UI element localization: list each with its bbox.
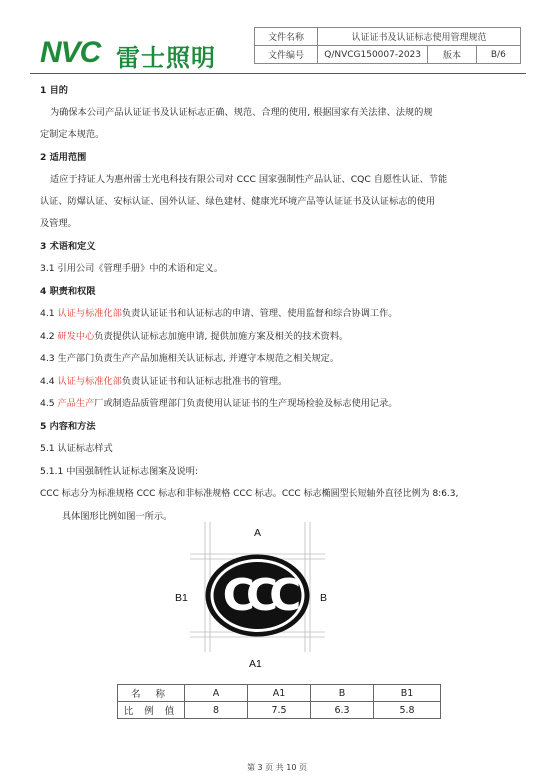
item-text: 负责认证证书和认证标志批准书的管理。 [121, 376, 288, 387]
section-3-title: 3 术语和定义 [40, 241, 96, 252]
table-header-cell: B1 [374, 685, 441, 702]
section-1-paragraph-line2: 定制定本规范。 [40, 129, 105, 140]
department-name: 认证与标准化部 [57, 308, 122, 319]
ccc-description-line2: 具体图形比例如图一所示。 [62, 511, 173, 522]
item-number: 4.1 [40, 308, 55, 319]
doc-name-label: 文件名称 [255, 28, 318, 46]
section-3-item: 3.1 引用公司《管理手册》中的术语和定义。 [40, 263, 223, 274]
figure-label-a1: A1 [249, 658, 262, 670]
item-text: 负责提供认证标志加施申请, 提供加施方案及相关的技术资料。 [94, 331, 349, 342]
responsibility-item [40, 307, 397, 320]
table-cell: 8 [185, 702, 248, 719]
version-value: B/6 [476, 46, 520, 64]
section-5-1-1-title: 5.1.1 中国强制性认证标志图案及说明: [40, 466, 199, 477]
section-2-line2: 认证、防爆认证、安标认证、国外认证、绿色建材、健康光环境产品等认证证书及认证标志的使用 [40, 196, 436, 207]
ccc-ratio-table [117, 684, 441, 719]
section-2-title: 2 适用范围 [40, 152, 87, 163]
company-logo [40, 30, 240, 70]
section-1-title: 1 目的 [40, 85, 68, 96]
ccc-description-line1: CCC 标志分为标准规格 CCC 标志和非标准规格 CCC 标志。CCC 标志椭圆型长短轴外直径比例为 8:6.3, [40, 489, 459, 499]
responsibility-item [40, 352, 339, 365]
ccc-logo-mark [206, 555, 310, 637]
section-1-paragraph-line1: 为确保本公司产品认证证书及认证标志正确、规范、合理的使用, 根据国家有关法律、法规的规 [50, 107, 433, 118]
ccc-mark-letters: CCC [222, 570, 293, 621]
ccc-mark-figure [160, 522, 360, 672]
section-5-1-title: 5.1 认证标志样式 [40, 443, 113, 454]
figure-label-b1: B1 [175, 592, 188, 604]
table-cell: 比 例 值 [118, 702, 185, 719]
section-4-title: 4 职责和权限 [40, 286, 96, 297]
figure-label-a: A [254, 527, 262, 539]
logo-text: 雷士照明 [116, 44, 216, 72]
section-2-line3: 及管理。 [40, 218, 77, 229]
table-cell: 7.5 [248, 702, 311, 719]
department-name: 认证与标准化部 [57, 376, 122, 387]
item-number: 4.3 [40, 353, 55, 364]
figure-label-b: B [320, 592, 328, 604]
responsibility-item [40, 397, 397, 410]
item-number: 4.4 [40, 376, 55, 387]
table-header-cell: B [311, 685, 374, 702]
item-number: 4.5 [40, 398, 55, 409]
responsibility-item [40, 330, 348, 343]
logo-mark: NVC [40, 36, 101, 69]
doc-no-label: 文件编号 [255, 46, 318, 64]
page-number-footer: 第 3 页 共 10 页 [247, 763, 307, 772]
department-name: 产品生产 [57, 398, 95, 409]
item-text: 生产部门负责生产产品加施相关认证标志, 并遵守本规范之相关规定。 [57, 353, 340, 364]
department-name: 研发中心 [57, 331, 95, 342]
doc-no-value: Q/NVCG150007-2023 [318, 46, 428, 64]
table-cell: 6.3 [311, 702, 374, 719]
table-header-row [118, 685, 441, 702]
table-header-cell: A1 [248, 685, 311, 702]
doc-name-value: 认证证书及认证标志使用管理规范 [318, 28, 521, 46]
responsibility-item [40, 375, 287, 388]
version-label: 版本 [428, 46, 476, 64]
header-info-table [254, 27, 521, 64]
section-5-title: 5 内容和方法 [40, 421, 96, 432]
item-number: 4.2 [40, 331, 55, 342]
section-2-line1: 适应于持证人为惠州雷士光电科技有限公司对 CCC 国家强制性产品认证、CQC 自愿性认证、节能 [50, 174, 448, 185]
item-text: 厂或制造品质管理部门负责使用认证证书的生产现场检验及标志使用记录。 [94, 398, 398, 409]
table-header-cell: A [185, 685, 248, 702]
item-text: 负责认证证书和认证标志的申请、管理、使用监督和综合协调工作。 [121, 308, 398, 319]
table-header-cell: 名 称 [118, 685, 185, 702]
table-row [118, 702, 441, 719]
header-divider [30, 73, 526, 74]
table-cell: 5.8 [374, 702, 441, 719]
